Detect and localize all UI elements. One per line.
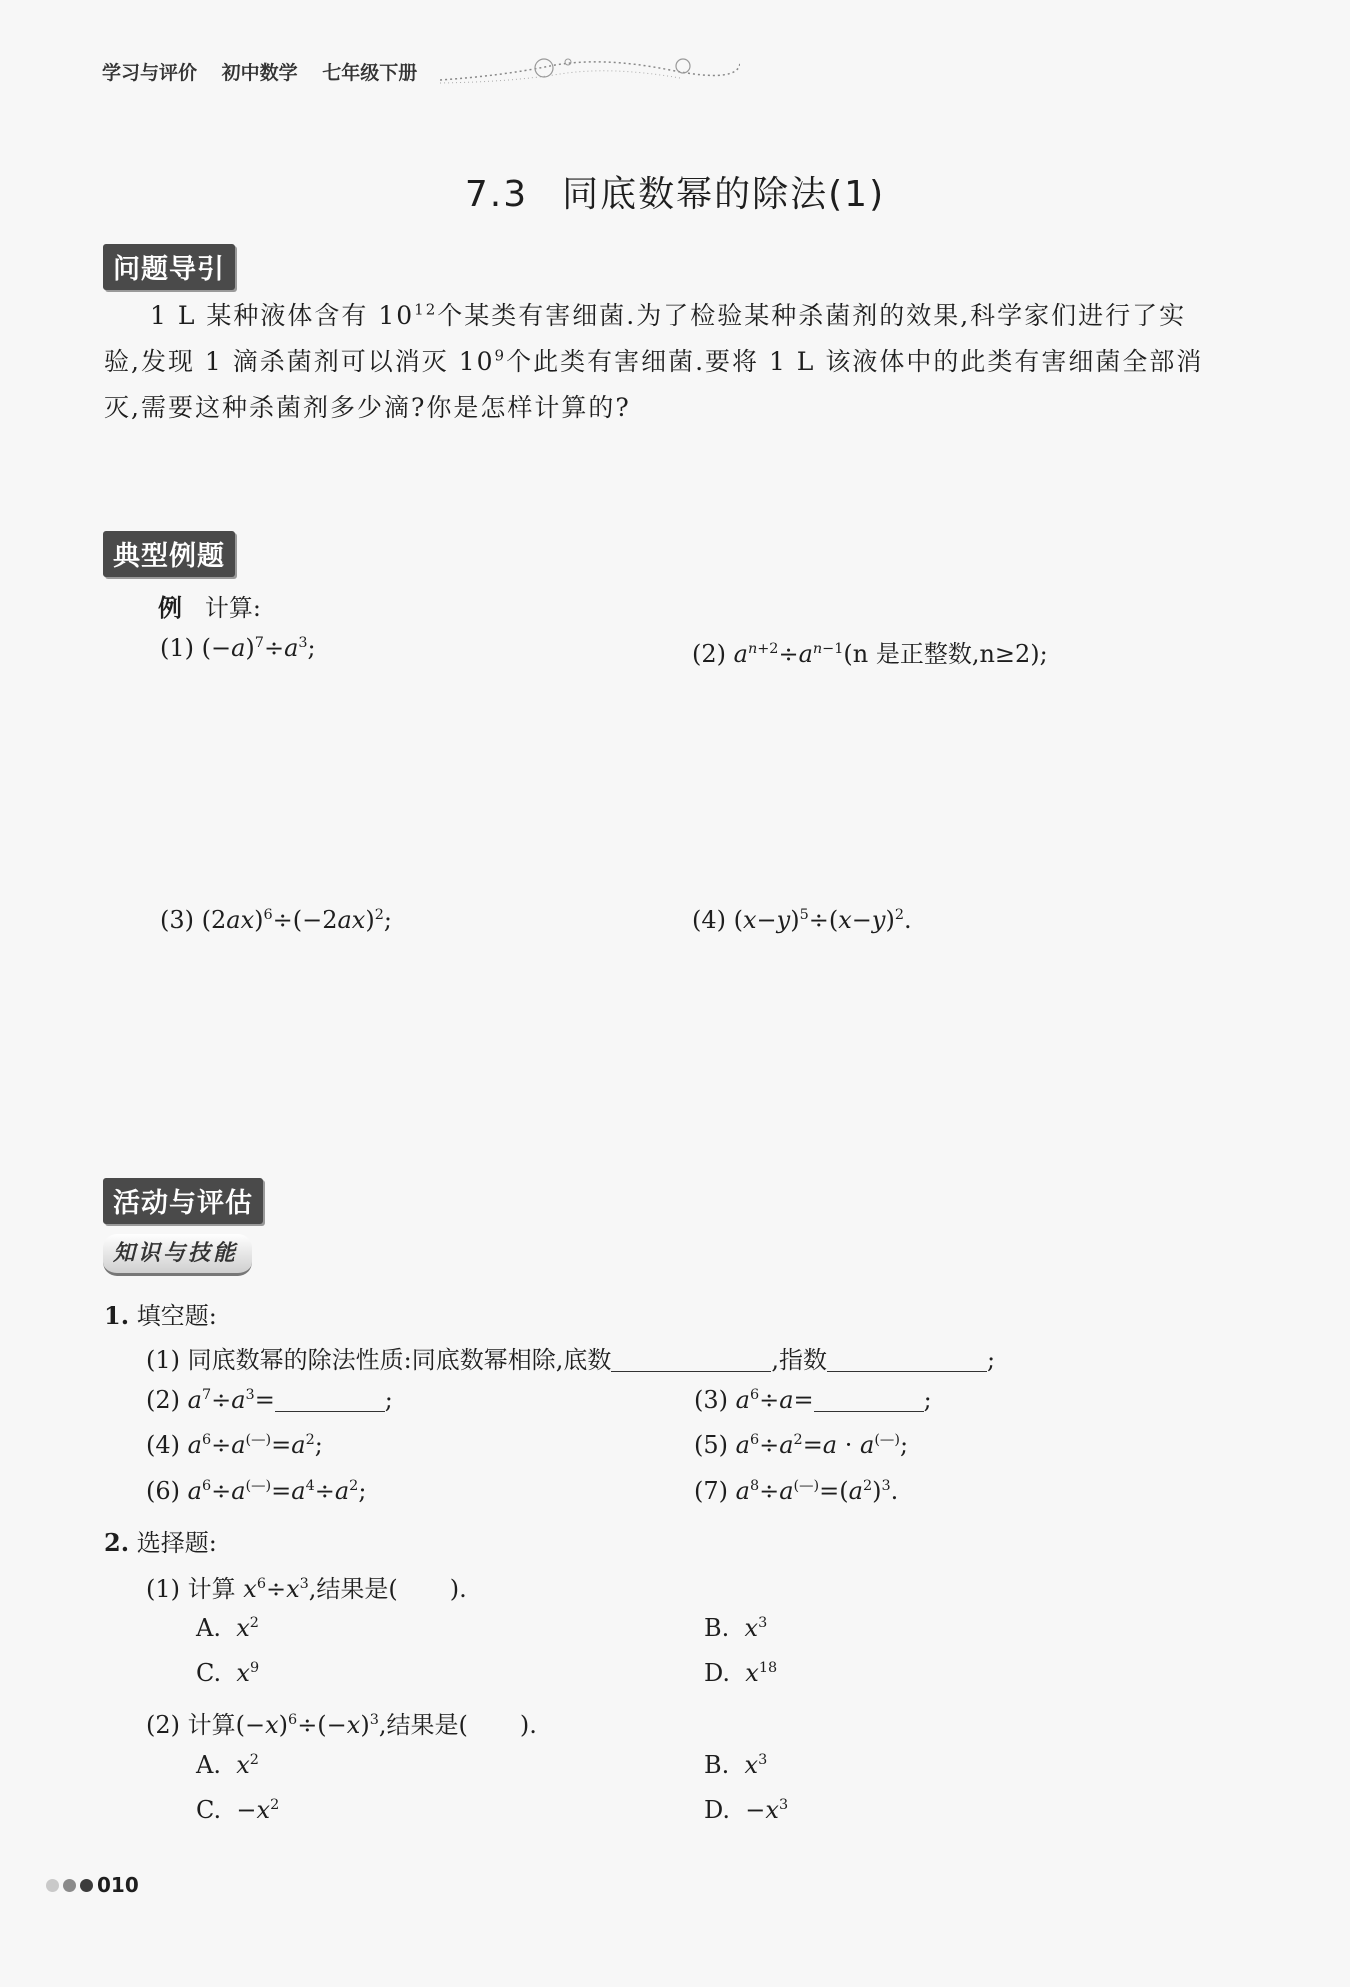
section-intro-banner: 问题导引: [103, 244, 235, 290]
q1-item-1-text: ;: [986, 1346, 996, 1374]
option-c[interactable]: C. $x^9$: [196, 1659, 260, 1687]
item-label: (5): [694, 1431, 728, 1459]
option-label: D.: [704, 1659, 731, 1687]
q1-item-1: [146, 1340, 995, 1375]
dot-icon: [46, 1879, 59, 1892]
answer-blank[interactable]: [275, 1387, 385, 1412]
q2-sub-1: (1) 计算 $x^6\div x^3$,结果是( ).: [146, 1575, 467, 1603]
question-type: 选择题:: [136, 1529, 217, 1557]
q2-text: ,结果是(: [308, 1575, 398, 1603]
item-label: (4): [692, 906, 726, 934]
example-note: (n 是正整数,n≥2);: [843, 640, 1048, 668]
question-number: 2.: [104, 1528, 130, 1557]
option-d[interactable]: D. $x^{18}$: [704, 1659, 778, 1687]
lesson-number: 7.3: [464, 174, 529, 215]
q2-text: ).: [519, 1711, 537, 1739]
intro-exp-1: 12: [414, 300, 438, 319]
item-label: (2): [692, 640, 726, 668]
item-label: (4): [146, 1431, 180, 1459]
q2-text: (1) 计算: [146, 1575, 244, 1603]
question-number: 1.: [104, 1301, 130, 1330]
book-name: 学习与评价: [102, 62, 198, 84]
option-b[interactable]: B. $x^3$: [704, 1751, 768, 1779]
q2-sub-2: (2) 计算$(-x)^6\div(-x)^3$,结果是( ).: [146, 1711, 537, 1739]
intro-text-3: 个此类有害细菌.要将 1 L 该液体中的此类有害细菌全部消灭,需要这种杀菌剂多少滴?你是怎样计算的?: [104, 347, 1204, 422]
intro-exp-2: 9: [494, 346, 507, 365]
option-c[interactable]: C. $-x^2$: [196, 1796, 280, 1824]
item-label: (6): [146, 1477, 180, 1505]
option-label: A.: [196, 1614, 221, 1642]
q1-item-1-text: ,指数: [771, 1346, 827, 1374]
item-label: (1): [160, 634, 194, 662]
item-label: (3): [694, 1386, 728, 1414]
lesson-title-text: 同底数幂的除法(1): [562, 174, 886, 215]
item-label: (2): [146, 1386, 180, 1414]
header-decoration: [440, 52, 740, 88]
subject-name: 初中数学: [221, 62, 298, 84]
option-a[interactable]: A. $x^2$: [196, 1614, 259, 1642]
intro-text-2: 个某类有害细菌.为了检验某种杀菌剂的效果,科学家们进行了实验,发现 1 滴杀菌剂可以消灭 10: [104, 301, 1187, 376]
q2-text: ,结果是(: [378, 1711, 468, 1739]
answer-blank[interactable]: [611, 1347, 771, 1372]
q1-item-2: (2) $a^7\div a^3=$ ;: [146, 1386, 393, 1414]
option-label: D.: [704, 1796, 731, 1824]
question-2-header: [104, 1523, 217, 1558]
example-item-4: (4) $(x-y)^5\div(x-y)^2$.: [692, 906, 912, 934]
section-activity-banner: 活动与评估: [103, 1178, 263, 1224]
example-item-1: (1) $(-a)^7\div a^3$;: [160, 634, 316, 662]
option-label: C.: [196, 1796, 222, 1824]
item-label: (7): [694, 1477, 728, 1505]
example-prompt: [158, 588, 261, 623]
page-footer: [46, 1873, 139, 1897]
question-1-header: [104, 1296, 217, 1331]
q1-item-4: (4) $a^6\div a^{(—)}=a^2$;: [146, 1431, 323, 1459]
lesson-title: [0, 166, 1350, 217]
dot-icon: [63, 1879, 76, 1892]
section-example-banner: 典型例题: [103, 531, 235, 577]
option-label: B.: [704, 1751, 730, 1779]
q2-text: (2) 计算: [146, 1711, 236, 1739]
option-label: A.: [196, 1751, 221, 1779]
q1-item-5: (5) $a^6\div a^2=a \cdot a^{(—)}$;: [694, 1431, 909, 1459]
section-knowledge-banner: 知识与技能: [103, 1234, 252, 1276]
answer-blank[interactable]: [827, 1347, 987, 1372]
grade-name: 七年级下册: [322, 62, 418, 84]
q1-item-1-text: (1) 同底数幂的除法性质:同底数幂相除,底数: [146, 1346, 612, 1374]
page-number: 010: [97, 1873, 139, 1897]
q1-item-7: (7) $a^8\div a^{(—)}=(a^2)^3$.: [694, 1477, 899, 1505]
item-label: (3): [160, 906, 194, 934]
option-d[interactable]: D. $-x^3$: [704, 1796, 789, 1824]
q2-text: ).: [449, 1575, 467, 1603]
dot-icon: [80, 1879, 93, 1892]
option-label: C.: [196, 1659, 222, 1687]
q1-item-6: (6) $a^6\div a^{(—)}=a^4\div a^2$;: [146, 1477, 367, 1505]
example-label: 例: [158, 593, 182, 622]
option-b[interactable]: B. $x^3$: [704, 1614, 768, 1642]
example-instruction: 计算:: [204, 594, 261, 622]
answer-blank[interactable]: [814, 1387, 924, 1412]
example-item-2: (2) $a^{n+2}\div a^{n-1}(n$ 是正整数,n≥2);: [692, 640, 1048, 668]
option-a[interactable]: A. $x^2$: [196, 1751, 259, 1779]
q1-item-3: (3) $a^6\div a=$ ;: [694, 1386, 932, 1414]
intro-paragraph: [104, 293, 1216, 431]
intro-text-1: 1 L 某种液体含有 10: [150, 301, 415, 330]
running-header: [102, 58, 435, 85]
option-label: B.: [704, 1614, 730, 1642]
question-type: 填空题:: [136, 1302, 217, 1330]
example-item-3: (3) $(2ax)^6\div(-2ax)^2$;: [160, 906, 392, 934]
